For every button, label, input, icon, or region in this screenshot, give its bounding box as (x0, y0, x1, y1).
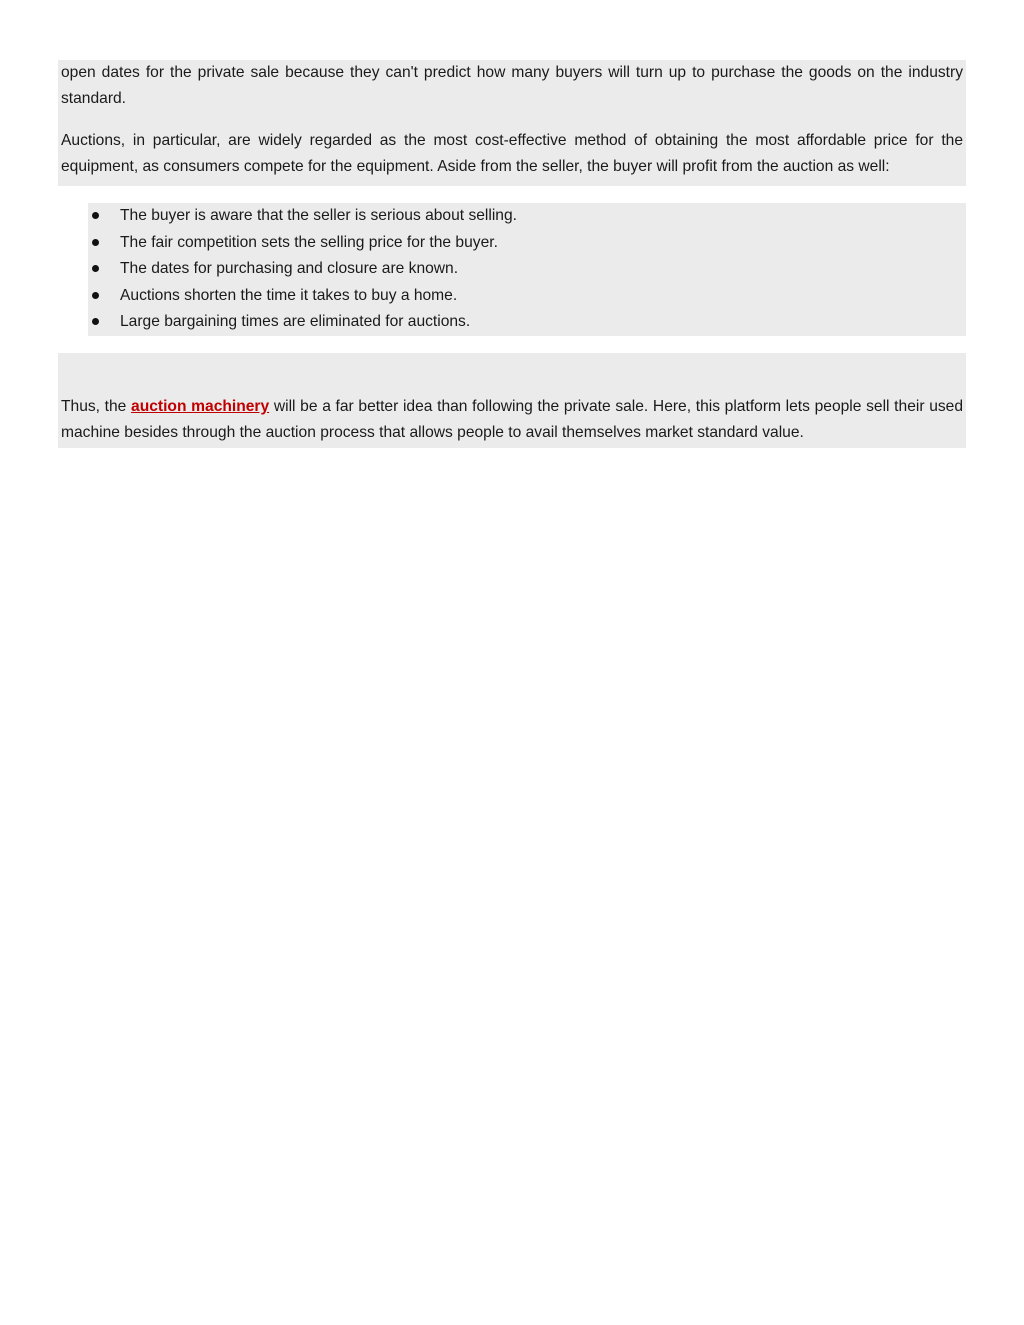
paragraph-continuation: open dates for the private sale because they can't predict how many buyers will turn up to purchase the goods on the industry standard. (61, 64, 963, 107)
conclusion-section (58, 392, 966, 448)
document-page (58, 60, 966, 448)
list-item (88, 256, 966, 283)
auction-machinery-link[interactable]: auction machinery (131, 397, 270, 415)
bullet-icon (92, 239, 99, 246)
list-item (88, 283, 966, 310)
empty-highlight-block (58, 353, 966, 392)
list-item (88, 309, 966, 336)
list-item (88, 230, 966, 257)
list-item-text: Large bargaining times are eliminated for auctions. (120, 313, 471, 331)
benefits-list (88, 203, 966, 336)
intro-section (58, 60, 966, 186)
list-item-text: The buyer is aware that the seller is serious about selling. (120, 207, 517, 224)
paragraph-auctions: Auctions, in particular, are widely regarded as the most cost-effective method of obtaining the most affordable price for the equipment, as consumers compete for the equipment. Aside from the seller, the buyer will profit from the auction as well: (61, 132, 963, 175)
bullet-icon (92, 212, 99, 219)
list-item-text: The dates for purchasing and closure are known. (120, 260, 459, 278)
bullet-icon (92, 292, 99, 299)
list-item (88, 203, 966, 230)
list-item-text: The fair competition sets the selling price for the buyer. (120, 233, 498, 251)
list-item-text: Auctions shorten the time it takes to buy a home. (120, 286, 458, 304)
bullet-icon (92, 265, 99, 272)
paragraph-conclusion (61, 394, 963, 446)
conclusion-text-end: will be a far better idea than following the private sale. Here, this platform lets people sell their used machine besides through the auction process that allows people to avail themselves market standard value. (61, 397, 964, 441)
bullet-icon (92, 318, 99, 325)
conclusion-text-start: Thus, the (61, 397, 132, 415)
